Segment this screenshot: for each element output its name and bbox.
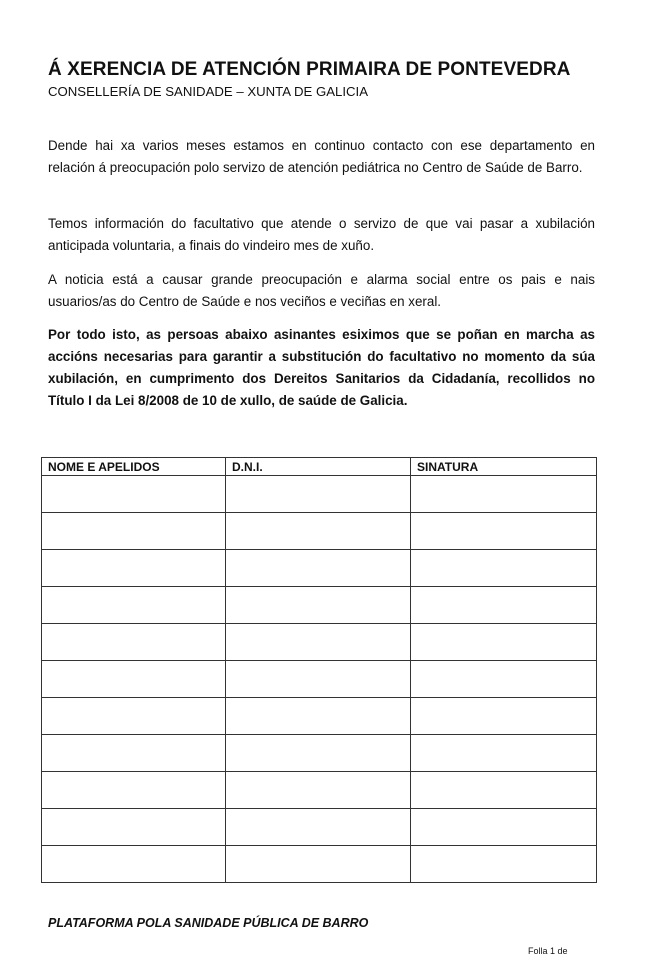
signature-cell[interactable] xyxy=(411,809,597,846)
dni-cell[interactable] xyxy=(226,661,411,698)
name-cell[interactable] xyxy=(42,698,226,735)
paragraph-demand: Por todo isto, as persoas abaixo asinantes esiximos que se poñan en marcha as accións necesarias para garantir a substitución do facultativo no momento da súa xubilación, en cumprimento dos Dereitos Sanitarios da Cidadanía, recollidos no Título I da Lei 8/2008 de 10 de xullo, de saúde de Galicia. xyxy=(48,327,595,408)
paragraph-3: A noticia está a causar grande preocupación e alarma social entre os pais e nais usuarios/as do Centro de Saúde e nos veciños e veciñas en xeral. xyxy=(48,272,595,309)
name-cell[interactable] xyxy=(42,772,226,809)
dni-cell[interactable] xyxy=(226,513,411,550)
table-row xyxy=(42,476,597,513)
name-cell[interactable] xyxy=(42,476,226,513)
table-row xyxy=(42,661,597,698)
table-row xyxy=(42,846,597,883)
signature-cell[interactable] xyxy=(411,661,597,698)
signature-table xyxy=(41,457,597,883)
dni-cell[interactable] xyxy=(226,772,411,809)
table-row xyxy=(42,624,597,661)
document-title: Á XERENCIA DE ATENCIÓN PRIMAIRA DE PONTEVEDRA xyxy=(48,59,571,80)
dni-cell[interactable] xyxy=(226,550,411,587)
paragraph-1: Dende hai xa varios meses estamos en continuo contacto con ese departamento en relación á preocupación polo servizo de atención pediátrica no Centro de Saúde de Barro. xyxy=(48,138,595,175)
document-subtitle: CONSELLERÍA DE SANIDADE – XUNTA DE GALICIA xyxy=(48,84,369,99)
paragraph-2: Temos información do facultativo que atende o servizo de que vai pasar a xubilación anticipada voluntaria, a finais do vindeiro mes de xuño. xyxy=(48,216,595,253)
column-header-name: NOME E APELIDOS xyxy=(42,458,226,476)
dni-cell[interactable] xyxy=(226,476,411,513)
signature-cell[interactable] xyxy=(411,698,597,735)
dni-cell[interactable] xyxy=(226,587,411,624)
name-cell[interactable] xyxy=(42,624,226,661)
name-cell[interactable] xyxy=(42,846,226,883)
dni-cell[interactable] xyxy=(226,735,411,772)
footer-organization: PLATAFORMA POLA SANIDADE PÚBLICA DE BARRO xyxy=(48,916,369,930)
signature-cell[interactable] xyxy=(411,772,597,809)
signature-cell[interactable] xyxy=(411,550,597,587)
signature-rows xyxy=(42,476,597,883)
signature-cell[interactable] xyxy=(411,735,597,772)
name-cell[interactable] xyxy=(42,550,226,587)
table-row xyxy=(42,772,597,809)
name-cell[interactable] xyxy=(42,513,226,550)
table-row xyxy=(42,698,597,735)
name-cell[interactable] xyxy=(42,735,226,772)
name-cell[interactable] xyxy=(42,809,226,846)
dni-cell[interactable] xyxy=(226,846,411,883)
name-cell[interactable] xyxy=(42,587,226,624)
signature-cell[interactable] xyxy=(411,624,597,661)
table-row xyxy=(42,587,597,624)
signature-cell[interactable] xyxy=(411,476,597,513)
table-header-row xyxy=(42,458,597,476)
dni-cell[interactable] xyxy=(226,809,411,846)
signature-cell[interactable] xyxy=(411,513,597,550)
column-header-dni: D.N.I. xyxy=(226,458,411,476)
page-folio: Folla 1 de xyxy=(528,946,568,956)
name-cell[interactable] xyxy=(42,661,226,698)
table-row xyxy=(42,809,597,846)
dni-cell[interactable] xyxy=(226,698,411,735)
dni-cell[interactable] xyxy=(226,624,411,661)
signature-cell[interactable] xyxy=(411,587,597,624)
table-row xyxy=(42,735,597,772)
table-row xyxy=(42,550,597,587)
table-row xyxy=(42,513,597,550)
signature-cell[interactable] xyxy=(411,846,597,883)
column-header-signature: SINATURA xyxy=(411,458,597,476)
